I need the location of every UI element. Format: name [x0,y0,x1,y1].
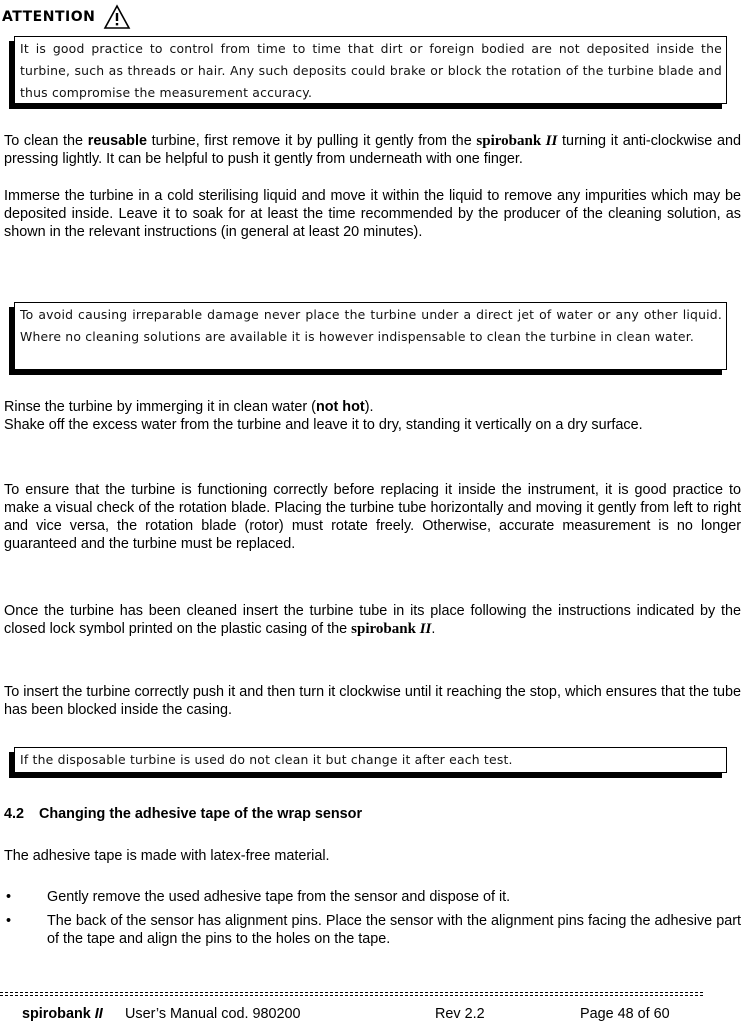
water-warning-box [14,302,727,370]
attention-note-box [14,36,727,104]
footer-divider [0,995,703,996]
bold-text: reusable [87,133,147,149]
paragraph-insert-turbine: To insert the turbine correctly push it and then turn it clockwise until it reaching the stop, which ensures that the tube has been blocked inside the casing. [4,684,741,718]
text-run: To clean the [4,133,88,149]
list-item [4,888,741,906]
text-run: ). [364,399,374,415]
text-run: Rinse the turbine by immerging it in clean water ( [4,399,316,415]
bold-text: not hot [315,399,365,415]
brand-name: spirobank II [351,621,432,637]
paragraph-visual-check: To ensure that the turbine is functioning correctly before replacing it inside the instrument, it is good practice to make a visual check of the rotation blade. Placing the turbine tube horizontally and moving it gently from left to right and vice versa, the rotation blade (rotor) must rotate freely. Otherwise, accurate measurement is no longer guaranteed and the turbine must be replaced. [4,482,741,552]
attention-title: ATTENTION [2,9,96,25]
brand-name: spirobank II [476,133,558,149]
list-item-text: The back of the sensor has alignment pins. Place the sensor with the alignment pins facing the adhesive part of the tape and align the pins to the holes on the tape. [47,913,741,947]
section-number: 4.2 [4,806,25,822]
attention-header [2,4,131,30]
footer-divider [0,992,703,993]
paragraph-tape: The adhesive tape is made with latex-free material. [4,848,330,864]
disposable-note-text: If the disposable turbine is used do not clean it but change it after each test. [20,752,513,767]
footer-brand: spirobank II [22,1006,103,1022]
text-run: Once the turbine has been cleaned insert the turbine tube in its place following the instructions indicated by the closed lock symbol printed on the plastic casing of the [4,603,741,637]
paragraph-shake: Shake off the excess water from the turbine and leave it to dry, standing it vertically on a dry surface. [4,417,643,433]
footer-page-number: Page 48 of 60 [580,1006,670,1022]
text-run: turbine, first remove it by pulling it gently from the [146,133,477,149]
text-run: turning it anti-clockwise and pressing lightly. It can be helpful to push it gently from underneath with one finger. [4,133,741,167]
list-item [4,912,741,948]
paragraph-clean-reusable [4,132,741,168]
water-warning-text: To avoid causing irreparable damage never place the turbine under a direct jet of water or any other liquid. Where no cleaning solutions are available it is however indispensable to clean the turbine in clean water. [20,307,722,344]
list-item-text: Gently remove the used adhesive tape from the sensor and dispose of it. [47,889,511,905]
bullet-marker: • [6,889,12,905]
section-heading [4,806,362,822]
paragraph-immerse: Immerse the turbine in a cold sterilising liquid and move it within the liquid to remove any impurities which may be deposited inside. Leave it to soak for at least the time recommended by the producer of the cleaning solution, as shown in the relevant instructions (in general at least 20 minutes). [4,188,741,240]
footer-revision: Rev 2.2 [435,1006,485,1022]
footer-manual-code: User’s Manual cod. 980200 [125,1006,301,1022]
text-run: . [431,621,436,637]
disposable-note-box [14,747,727,773]
paragraph-rinse [4,398,741,416]
section-title: Changing the adhesive tape of the wrap sensor [39,806,363,822]
paragraph-insert-tube [4,602,741,638]
bullet-marker: • [6,913,12,929]
attention-note-text: It is good practice to control from time to time that dirt or foreign bodied are not deposited inside the turbine, such as threads or hair. Any such deposits could brake or block the rotation of the turbine blade and thus compromise the measurement accuracy. [20,41,722,100]
warning-triangle-icon [103,4,131,30]
